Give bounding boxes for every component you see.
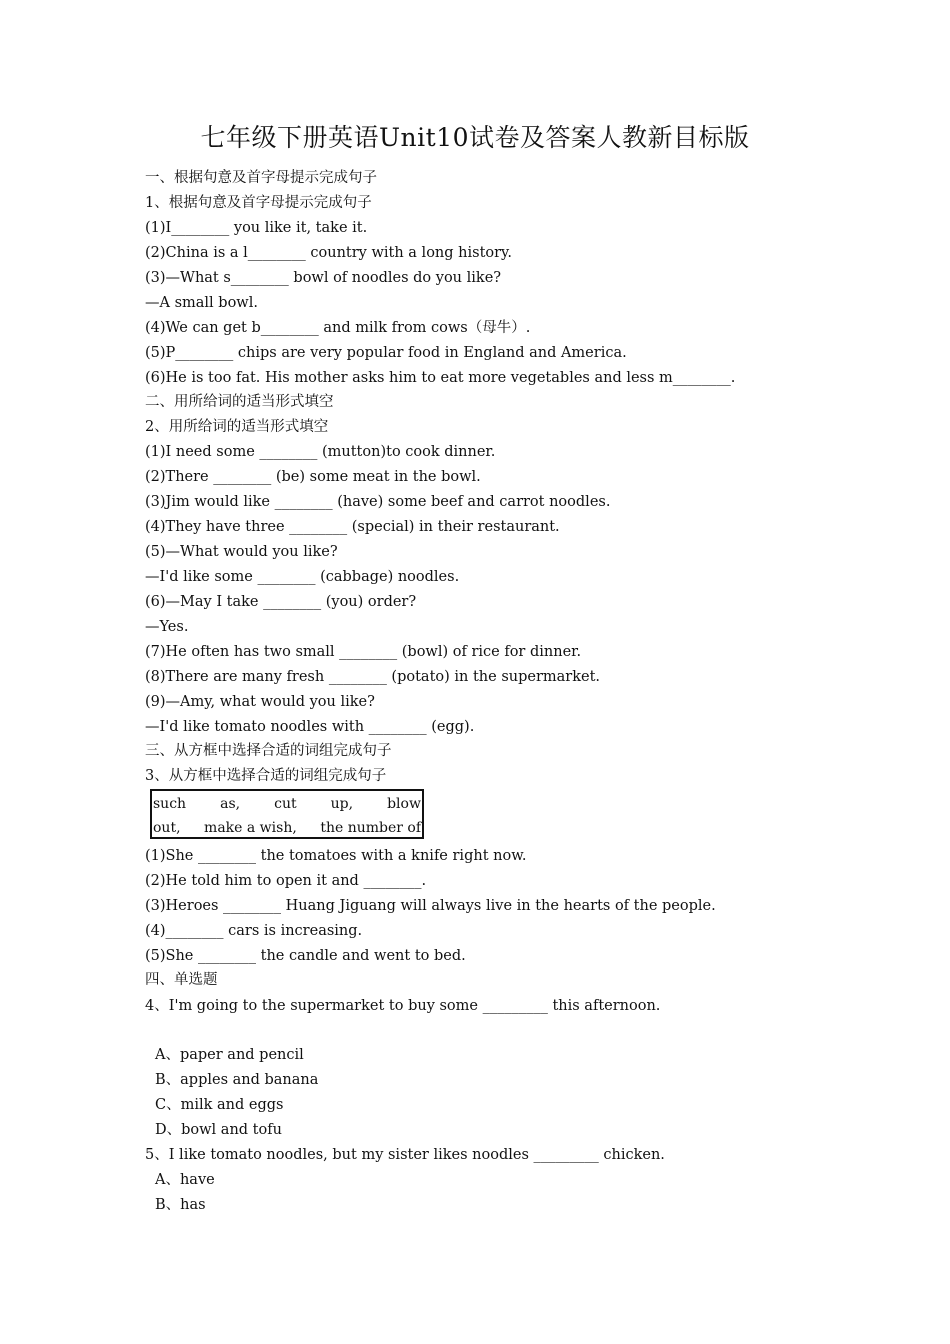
question-label: 3、从方框中选择合适的词组完成句子 (145, 768, 387, 784)
page-title: 七年级下册英语Unit10试卷及答案人教新目标版 (200, 123, 750, 152)
question-line: —Yes. (145, 619, 189, 635)
question-line: (6)He is too fat. His mother asks him to eat more vegetables and less m________. (145, 370, 736, 386)
question-stem: 5、I like tomato noodles, but my sister likes noodles _________ chicken. (145, 1147, 665, 1163)
word-bank-item: as, (220, 796, 241, 812)
word-bank-item: up, (330, 796, 354, 812)
answer-option: C、milk and eggs (155, 1097, 284, 1113)
question-line: —I'd like tomato noodles with ________ (egg). (145, 719, 475, 735)
question-line: (2)He told him to open it and ________. (145, 873, 427, 889)
word-bank-item: out, (153, 820, 181, 836)
question-line: (4)________ cars is increasing. (145, 923, 363, 939)
word-bank-item: cut (274, 796, 297, 812)
question-line: (6)—May I take ________ (you) order? (145, 594, 417, 610)
question-line: (3)Heroes ________ Huang Jiguang will always live in the hearts of the people. (145, 898, 716, 914)
word-bank-item: make a wish, (204, 820, 297, 836)
question-line: (5)P________ chips are very popular food in England and America. (145, 345, 627, 361)
word-bank-row (152, 794, 422, 814)
answer-option: D、bowl and tofu (155, 1122, 282, 1138)
question-line: (9)—Amy, what would you like? (145, 694, 375, 710)
question-line: (3)—What s________ bowl of noodles do you like? (145, 270, 502, 286)
answer-option: A、paper and pencil (155, 1047, 304, 1063)
word-bank-box (150, 789, 424, 839)
answer-option: B、has (155, 1197, 206, 1213)
question-line: (1)She ________ the tomatoes with a knife right now. (145, 848, 527, 864)
question-line: (1)I need some ________ (mutton)to cook dinner. (145, 444, 496, 460)
answer-option: A、have (155, 1172, 215, 1188)
question-line: (5)She ________ the candle and went to bed. (145, 948, 466, 964)
word-bank-item: such (153, 796, 187, 812)
answer-option: B、apples and banana (155, 1072, 319, 1088)
question-line: (3)Jim would like ________ (have) some beef and carrot noodles. (145, 494, 611, 510)
word-bank-item: blow (387, 796, 421, 812)
question-label: 1、根据句意及首字母提示完成句子 (145, 195, 372, 211)
question-line: (4)We can get b________ and milk from cows（母牛）. (145, 320, 531, 336)
question-label: 2、用所给词的适当形式填空 (145, 419, 329, 435)
question-line: (4)They have three ________ (special) in their restaurant. (145, 519, 560, 535)
question-line: —I'd like some ________ (cabbage) noodles. (145, 569, 460, 585)
word-bank-item: the number of (320, 820, 421, 836)
question-line: (8)There are many fresh ________ (potato) in the supermarket. (145, 669, 601, 685)
question-line: (2)There ________ (be) some meat in the bowl. (145, 469, 481, 485)
question-line: —A small bowl. (145, 295, 258, 311)
section-heading: 四、单选题 (145, 972, 218, 988)
question-stem: 4、I'm going to the supermarket to buy some _________ this afternoon. (145, 998, 661, 1014)
question-line: (1)I________ you like it, take it. (145, 220, 368, 236)
question-line: (2)China is a l________ country with a long history. (145, 245, 512, 261)
section-heading: 三、从方框中选择合适的词组完成句子 (145, 743, 392, 759)
section-heading: 二、用所给词的适当形式填空 (145, 394, 334, 410)
question-line: (5)—What would you like? (145, 544, 338, 560)
word-bank-row (152, 818, 422, 838)
question-line: (7)He often has two small ________ (bowl) of rice for dinner. (145, 644, 582, 660)
section-heading: 一、根据句意及首字母提示完成句子 (145, 170, 377, 186)
